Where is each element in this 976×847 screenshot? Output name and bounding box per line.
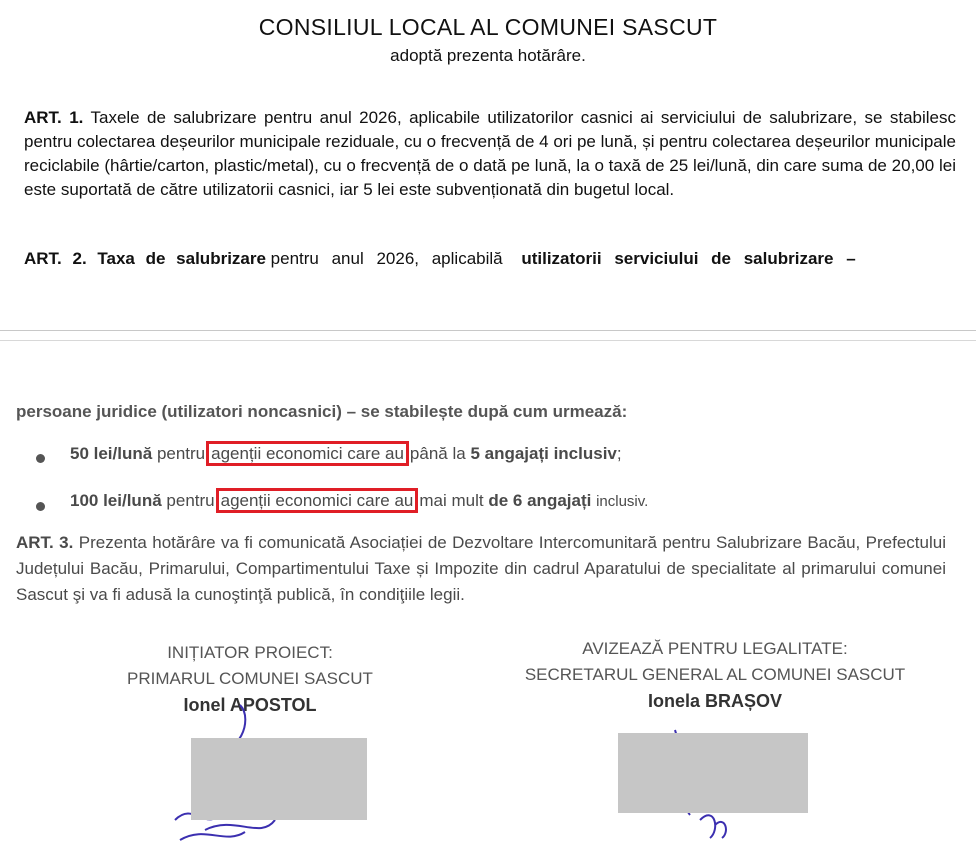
page-break-line xyxy=(0,330,976,331)
page-break-line-2 xyxy=(0,340,976,341)
legality-role: SECRETARUL GENERAL AL COMUNEI SASCUT xyxy=(524,665,906,684)
article-2-continuation: persoane juridice (utilizatori noncasnici) – se stabilește după cum urmează: xyxy=(16,402,628,421)
bullet-2-pre: pentru xyxy=(166,491,215,510)
bullet-1-post: până la xyxy=(409,444,466,463)
article-1-text: Taxele de salubrizare pentru anul 2026, aplicabile utilizatorilor casnici ai serviciului de salubrizare, se stabilesc pentru colectarea deșeurilor municipale reziduale, cu o frecvență de 4 ori pe lună, și pentru colectarea deșeurilor municipale reciclabile (hârtie/carton, plastic/metal), cu o frecvență de o dată pe lună, la o taxă de 25 lei/lună, din care suma de 20,00 lei este suportată de către utilizatorii casnici, iar 5 lei este subvenționată din bugetul local. xyxy=(24,108,956,199)
redacted-signature-left xyxy=(191,738,367,820)
signature-block-legality xyxy=(500,636,930,714)
article-1 xyxy=(24,106,956,202)
bullet-dot xyxy=(36,502,45,511)
secretary-name: Ionela BRAȘOV xyxy=(647,691,783,711)
bullet-1-bold-end: 5 angajați inclusiv xyxy=(470,444,617,463)
legality-heading: AVIZEAZĂ PENTRU LEGALITATE: xyxy=(582,639,848,658)
article-2 xyxy=(24,247,964,271)
adoption-subtitle: adoptă prezenta hotărâre. xyxy=(390,46,586,65)
article-2-text: pentru anul 2026, aplicabilă xyxy=(270,249,503,268)
bullet-2-amount: 100 lei/lună xyxy=(70,491,162,510)
bullet-1-suffix: ; xyxy=(616,444,622,463)
bullet-dot xyxy=(36,454,45,463)
article-2-label: ART. 2. Taxa de salubrizare xyxy=(24,249,266,268)
article-3-text: Prezenta hotărâre va fi comunicată Asociației de Dezvoltare Intercomunitară pentru Salubrizare Bacău, Prefectului Județului Bacău, Primarului, Compartimentului Taxe și Impozite din cadrul Aparatului de specialitate al primarului comunei Sascut şi va fi adusă la cunoştinţă publică, în condiţiile legii. xyxy=(16,533,946,604)
highlight-box: agenții economici care au xyxy=(206,441,409,466)
bullet-2-suffix: inclusiv. xyxy=(596,493,649,510)
council-title: CONSILIUL LOCAL AL COMUNEI SASCUT xyxy=(258,14,718,40)
bullet-1-pre: pentru xyxy=(156,444,206,463)
bullet-item-2 xyxy=(70,491,648,511)
initiator-name: Ionel APOSTOL xyxy=(183,695,317,715)
highlight-box: agenții economici care au xyxy=(216,488,419,513)
bullet-2-post: mai mult xyxy=(419,491,484,510)
bullet-1-amount: 50 lei/lună xyxy=(70,444,153,463)
initiator-role: PRIMARUL COMUNEI SASCUT xyxy=(127,669,373,688)
bullet-item-1 xyxy=(70,444,622,464)
redacted-signature-right xyxy=(618,733,808,813)
initiator-heading: INIȚIATOR PROIECT: xyxy=(167,643,333,662)
article-3 xyxy=(16,530,946,608)
article-3-label: ART. 3. xyxy=(16,533,74,552)
article-1-label: ART. 1. xyxy=(24,108,84,127)
article-2-bold-tail: utilizatorii serviciului de salubrizare – xyxy=(521,249,856,268)
bullet-2-bold-end: de 6 angajați xyxy=(488,491,592,510)
